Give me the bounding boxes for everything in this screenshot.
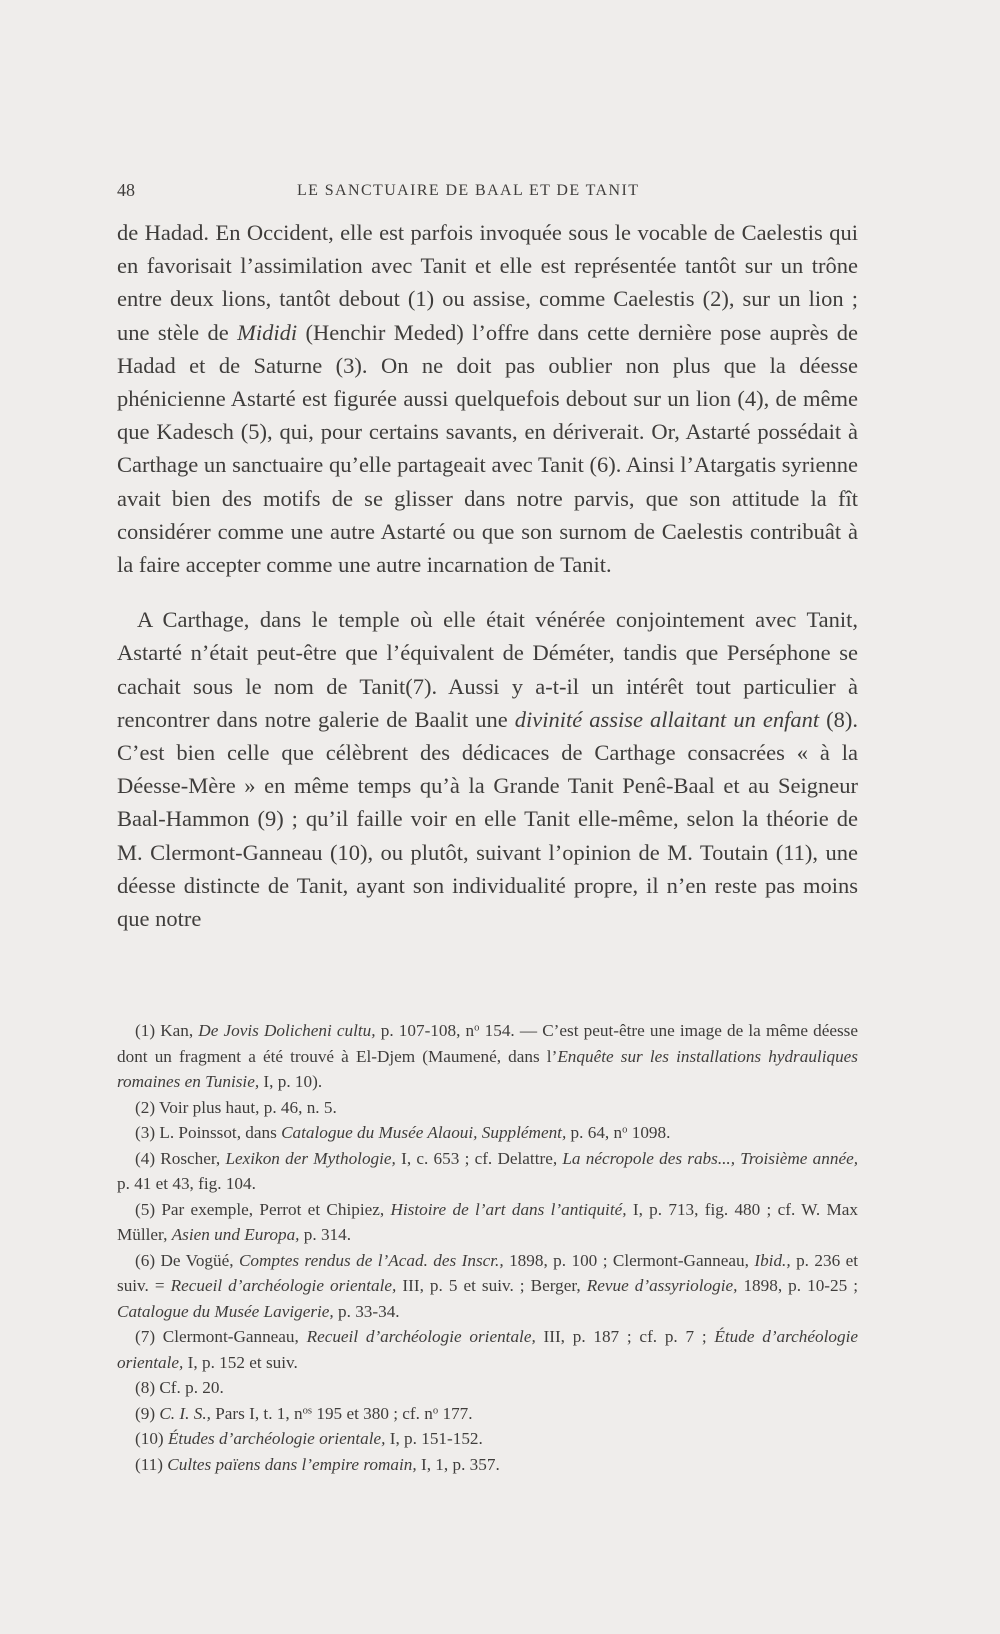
footnote-9-sup: os bbox=[302, 1405, 313, 1417]
footnote-1-text: 154. — C’est peut-être une image de la même déesse dont un fragment a été trouvé à El-Djem (Maumené, dans l’ bbox=[117, 1021, 858, 1066]
footnote-4-title: Lexikon der Mythologie, bbox=[225, 1148, 396, 1168]
footnote-3-title: Catalogue du Musée Alaoui, Supplément, bbox=[281, 1123, 567, 1142]
footnote-5 bbox=[117, 1197, 858, 1248]
footnote-5-text: I, p. 713, fig. 480 ; cf. W. Max Müller, bbox=[117, 1199, 859, 1244]
footnote-4-text: I, c. 653 ; cf. Delattre, bbox=[395, 1148, 563, 1168]
footnote-3-text: 1098. bbox=[627, 1123, 671, 1142]
footnote-3-text: (3) L. Poinssot, dans bbox=[135, 1123, 282, 1142]
footnote-7-title: Recueil d’archéologie orientale, bbox=[306, 1327, 536, 1346]
footnote-10 bbox=[117, 1426, 858, 1452]
footnote-6-title: Catalogue du Musée Lavigerie, bbox=[117, 1301, 334, 1321]
footnote-11-title: Cultes païens dans l’empire romain, bbox=[167, 1454, 417, 1474]
footnote-3 bbox=[117, 1120, 858, 1146]
paragraph-1 bbox=[117, 216, 858, 581]
paragraph-2-text-b: (8). C’est bien celle que célèbrent des dédicaces de Carthage consacrées « à la Déesse-Mère » en même temps qu’à la Grande Tanit Penê-Baal et au Seigneur Baal-Hammon (9) ; qu’il faille voir en elle Tanit elle-même, selon la théorie de M. Clermont-Ganneau (10), ou plutôt, suivant l’opinion de M. Toutain (11), une déesse distincte de Tanit, ayant son individualité propre, il n’en reste pas moins que notre bbox=[117, 706, 858, 932]
footnote-1-text: (1) Kan, bbox=[135, 1021, 199, 1040]
footnote-7 bbox=[117, 1324, 858, 1375]
paragraph-2-text-a: A Carthage, dans le temple où elle était vénérée conjointement avec Tanit, Astarté n’était peut-être que l’équivalent de Déméter, tandis que Perséphone se cachait sous le nom de Tanit(7). Aussi y a-t-il un intérêt tout particulier à rencontrer dans notre galerie de Baalit une bbox=[117, 607, 858, 732]
footnote-1-text: I, p. 10). bbox=[259, 1072, 323, 1091]
running-title: LE SANCTUAIRE DE BAAL ET DE TANIT bbox=[297, 182, 640, 199]
paragraph-1-italic-mididi: Mididi bbox=[237, 319, 298, 345]
footnote-7-text: I, p. 152 et suiv. bbox=[183, 1352, 298, 1372]
footnote-1-text: p. 107-108, n bbox=[375, 1021, 475, 1040]
footnote-10-text: (10) bbox=[135, 1429, 168, 1448]
footnote-10-text: I, p. 151-152. bbox=[385, 1429, 483, 1448]
footnote-6-title: Recueil d’archéologie orientale, bbox=[170, 1276, 397, 1295]
paragraph-1-text-a: de Hadad. En Occident, elle est parfois invoquée sous le vocable de Caelestis qui en favorisait l’assimilation avec Tanit et elle est représentée tantôt sur un trône entre deux lions, tantôt debout (1) ou assise, comme Caelestis (2), sur un lion ; une stèle de bbox=[117, 220, 858, 345]
main-text bbox=[117, 216, 858, 935]
footnote-5-text: (5) Par exemple, Perrot et Chipiez, bbox=[135, 1199, 391, 1219]
footnote-6-title: Revue d’assyriologie, bbox=[586, 1276, 738, 1295]
footnote-6-text: p. 236 et suiv. = bbox=[117, 1250, 858, 1295]
footnotes bbox=[117, 1018, 858, 1477]
footnote-5-title: Histoire de l’art dans l’antiquité, bbox=[390, 1199, 627, 1219]
footnote-1-sup: o bbox=[474, 1022, 480, 1034]
footnote-6-text: 1898, p. 100 ; Clermont-Ganneau, bbox=[503, 1250, 755, 1270]
footnote-6-title: Ibid., bbox=[754, 1250, 791, 1270]
page-number: 48 bbox=[117, 180, 135, 200]
footnote-6-text: (6) De Vogüé, bbox=[135, 1250, 239, 1270]
footnote-10-title: Études d’archéologie orientale, bbox=[167, 1429, 386, 1448]
footnote-1 bbox=[117, 1018, 858, 1095]
footnote-6-text: p. 33-34. bbox=[333, 1301, 400, 1321]
footnote-9-title: C. I. S., bbox=[159, 1403, 211, 1423]
footnote-5-text: p. 314. bbox=[299, 1225, 352, 1244]
footnote-3-sup: o bbox=[622, 1124, 628, 1136]
footnote-11-text: I, 1, p. 357. bbox=[416, 1454, 500, 1474]
paragraph-2-italic-divinite: divinité assise allaitant un enfant bbox=[514, 706, 820, 732]
footnote-8-text: (8) Cf. p. 20. bbox=[135, 1378, 224, 1397]
footnote-9-text: (9) bbox=[135, 1403, 160, 1423]
footnote-11-text: (11) bbox=[135, 1454, 168, 1474]
footnote-9-text: Pars I, t. 1, n bbox=[210, 1403, 303, 1423]
footnote-11 bbox=[117, 1452, 858, 1478]
footnote-8 bbox=[117, 1375, 858, 1401]
footnote-9 bbox=[117, 1401, 858, 1427]
footnote-5-title: Asien und Europa, bbox=[171, 1225, 300, 1244]
footnote-2 bbox=[117, 1095, 858, 1121]
footnote-7-text: (7) Clermont-Ganneau, bbox=[135, 1327, 307, 1346]
footnote-7-title: Étude d’archéologie orientale, bbox=[117, 1327, 858, 1372]
footnote-6-text: 1898, p. 10-25 ; bbox=[737, 1276, 859, 1295]
footnote-4-text: (4) Roscher, bbox=[135, 1148, 226, 1168]
paragraph-2 bbox=[117, 603, 858, 935]
footnote-6-text: III, p. 5 et suiv. ; Berger, bbox=[396, 1276, 587, 1295]
footnote-9-sup: o bbox=[432, 1405, 439, 1417]
footnote-4-text: p. 41 et 43, fig. 104. bbox=[117, 1174, 256, 1193]
footnote-4 bbox=[117, 1146, 858, 1197]
footnote-6 bbox=[117, 1248, 858, 1325]
footnote-6-title: Comptes rendus de l’Acad. des Inscr., bbox=[238, 1250, 504, 1270]
footnote-1-title: Enquête sur les installations hydrauliques romaines en Tunisie, bbox=[117, 1046, 858, 1091]
footnote-4-title: La nécropole des rabs..., Troisième année, bbox=[562, 1148, 858, 1168]
footnote-2-text: (2) Voir plus haut, p. 46, n. 5. bbox=[135, 1097, 337, 1117]
paragraph-1-text-b: (Henchir Meded) l’offre dans cette dernière pose auprès de Hadad et de Saturne (3). On ne doit pas oublier non plus que la déesse phénicienne Astarté est figurée aussi quelquefois debout sur un lion (4), de même que Kadesch (5), qui, pour certains savants, en dériverait. Or, Astarté possédait à Carthage un sanctuaire qu’elle partageait avec Tanit (6). Ainsi l’Atargatis syrienne avait bien des motifs de se glisser dans notre parvis, que son attitude la fît considérer comme une autre Astarté ou que son surnom de Caelestis contribuât à la faire accepter comme une autre incarnation de Tanit. bbox=[117, 319, 858, 578]
running-header bbox=[117, 180, 858, 210]
footnote-3-text: p. 64, n bbox=[566, 1123, 623, 1142]
footnote-9-text: 177. bbox=[438, 1403, 473, 1423]
footnote-1-title: De Jovis Dolicheni cultu, bbox=[198, 1021, 376, 1040]
footnote-7-text: III, p. 187 ; cf. p. 7 ; bbox=[535, 1327, 715, 1346]
footnote-9-text: 195 et 380 ; cf. n bbox=[312, 1403, 433, 1423]
